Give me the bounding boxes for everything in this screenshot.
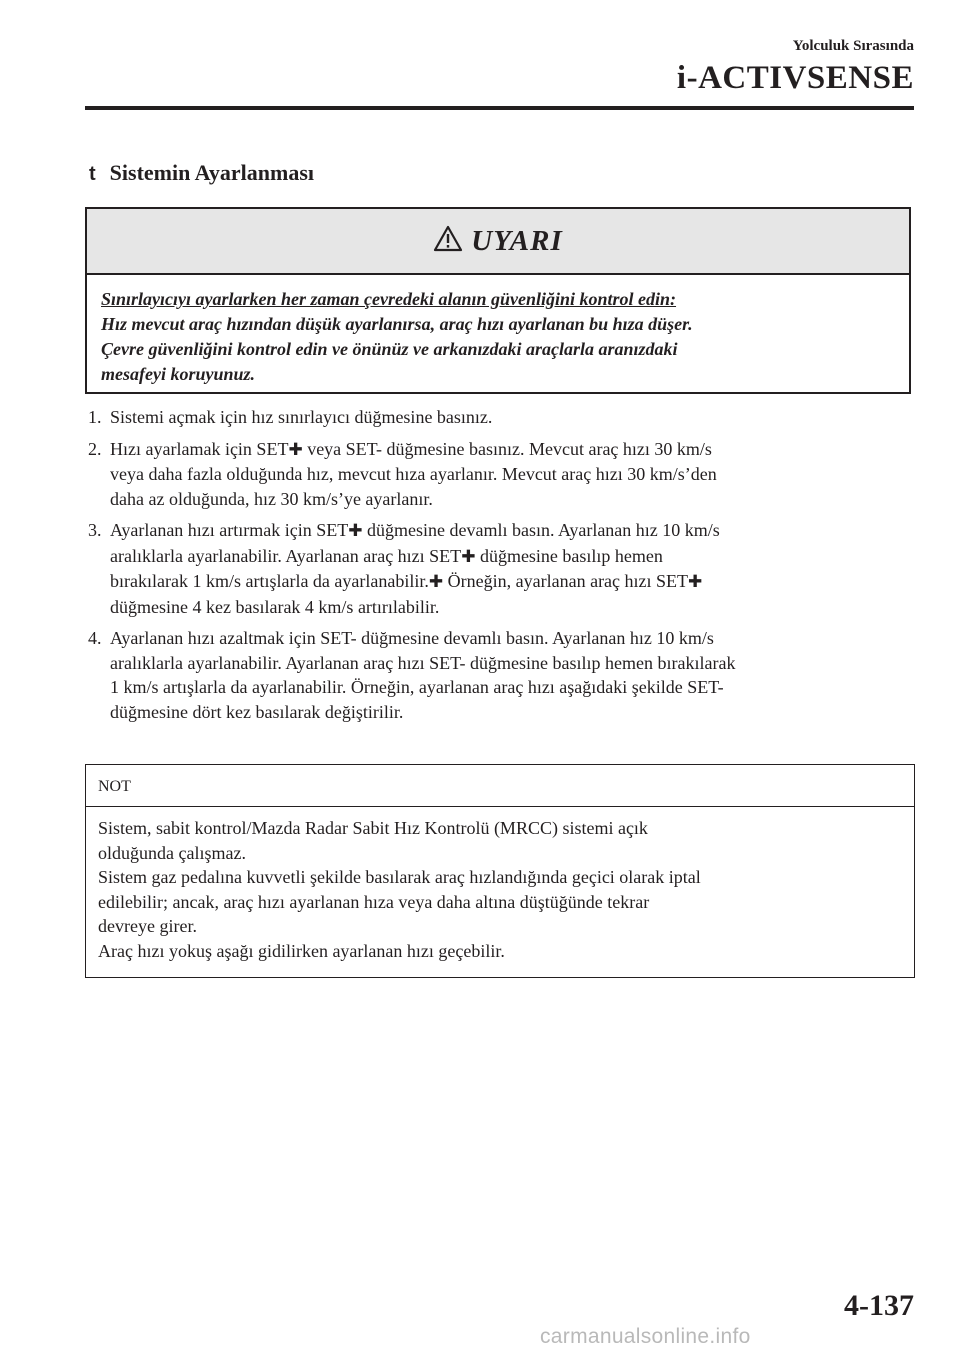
warning-line: Hız mevcut araç hızından düşük ayarlanırsa, araç hızı ayarlanan bu hıza düşer.	[101, 314, 693, 334]
step-line: veya daha fazla olduğunda hız, mevcut hıza ayarlanır. Mevcut araç hızı 30 km/s’den	[110, 464, 717, 484]
step-text	[110, 518, 720, 619]
section-title-text: Sistemin Ayarlanması	[109, 160, 314, 185]
section-bullet: t	[89, 163, 96, 185]
watermark: carmanualsonline.info	[540, 1325, 751, 1348]
step-line: düğmesine dört kez basılarak değiştirilir.	[110, 701, 404, 722]
step-4	[88, 626, 918, 724]
page-number: 4-137	[844, 1289, 914, 1322]
plus-icon: ✚	[688, 572, 703, 592]
step-line: Sistemi açmak için hız sınırlayıcı düğmesine basınız.	[110, 407, 493, 427]
procedure-steps	[88, 405, 918, 731]
note-line: olduğunda çalışmaz.	[98, 842, 246, 863]
step-text	[110, 437, 717, 512]
running-header-section: Yolculuk Sırasında	[792, 38, 914, 54]
step-line: düğmesine 4 kez basılarak 4 km/s artırılabilir.	[110, 596, 440, 617]
step-2	[88, 437, 918, 512]
warning-label: UYARI	[471, 224, 563, 257]
step-line: Ayarlanan hızı azaltmak için SET- düğmesine devamlı basın. Ayarlanan hız 10 km/s	[110, 628, 714, 648]
note-line: edilebilir; ancak, araç hızı ayarlanan hıza veya daha altına düştüğünde tekrar	[98, 891, 650, 912]
step-number: 3.	[88, 520, 102, 540]
step-text	[110, 626, 735, 724]
step-line: Hızı ayarlamak için SET✚ veya SET- düğmesine basınız. Mevcut araç hızı 30 km/s	[110, 438, 712, 460]
warning-triangle-icon	[433, 225, 463, 257]
note-label: NOT	[86, 765, 914, 807]
plus-icon: ✚	[288, 439, 303, 460]
warning-underlined-line: Sınırlayıcıyı ayarlarken her zaman çevredeki alanın güvenliğini kontrol edin:	[101, 289, 677, 309]
plus-icon: ✚	[428, 572, 444, 592]
step-line: aralıklarla ayarlanabilir. Ayarlanan araç hızı SET- düğmesine basılıp hemen bırakılarak	[110, 652, 736, 673]
step-line: daha az olduğunda, hız 30 km/s’ye ayarlanır.	[110, 488, 433, 509]
step-number: 4.	[88, 628, 102, 648]
note-line: Araç hızı yokuş aşağı gidilirken ayarlanan hızı geçebilir.	[98, 940, 505, 961]
warning-body	[87, 275, 909, 387]
step-line: Ayarlanan hızı artırmak için SET✚ düğmesine devamlı basın. Ayarlanan hız 10 km/s	[110, 520, 720, 541]
step-line: bırakılarak 1 km/s artışlarla da ayarlanabilir.✚ Örneğin, ayarlanan araç hızı SET✚	[110, 571, 703, 592]
note-line: Sistem gaz pedalına kuvvetli şekilde basılarak araç hızlandığında geçici olarak iptal	[98, 867, 701, 887]
note-box	[85, 764, 915, 978]
note-line: Sistem, sabit kontrol/Mazda Radar Sabit Hız Kontrolü (MRCC) sistemi açık	[98, 818, 648, 838]
step-text	[110, 405, 492, 430]
warning-line: Çevre güvenliğini kontrol edin ve önünüz ve arkanızdaki araçlarla aranızdaki	[101, 339, 678, 359]
step-line: 1 km/s artışlarla da ayarlanabilir. Örneğin, ayarlanan araç hızı aşağıdaki şekilde SET-	[110, 677, 724, 697]
step-number: 1.	[88, 407, 102, 427]
step-line: aralıklarla ayarlanabilir. Ayarlanan araç hızı SET✚ düğmesine basılıp hemen	[110, 545, 663, 567]
note-line: devreye girer.	[98, 916, 197, 936]
section-title	[89, 160, 314, 186]
header-rule	[85, 106, 914, 110]
step-1	[88, 405, 918, 430]
plus-icon: ✚	[461, 546, 476, 567]
step-3	[88, 518, 918, 619]
warning-line: mesafeyi koruyunuz.	[101, 364, 256, 384]
warning-header	[87, 209, 909, 275]
plus-icon: ✚	[348, 521, 363, 541]
step-number: 2.	[88, 438, 102, 459]
running-header-chapter: i-ACTIVSENSE	[676, 60, 914, 96]
note-body	[86, 807, 914, 963]
warning-box	[85, 207, 911, 394]
